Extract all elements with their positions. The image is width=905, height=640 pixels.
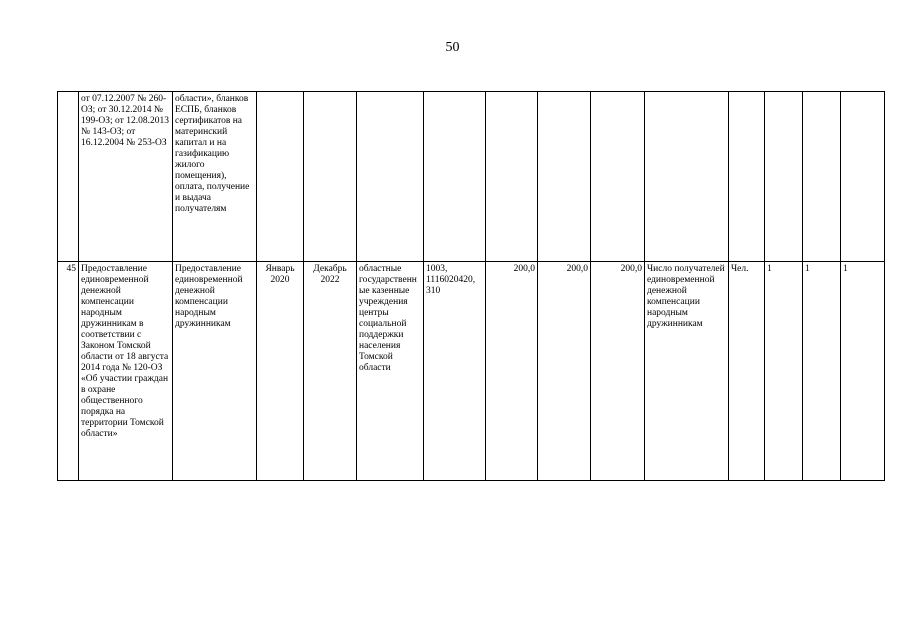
indicator-2020-cell: [765, 92, 803, 262]
funding-2020-cell: [486, 92, 538, 262]
unit-cell: [729, 92, 765, 262]
executor-cell: [357, 92, 424, 262]
page-number: 50: [445, 40, 460, 55]
funding-2021-cell: 200,0: [538, 262, 591, 481]
indicator-2020-cell: 1: [765, 262, 803, 481]
kbk-cell: 1003, 1116020420, 310: [424, 262, 486, 481]
unit-cell: Чел.: [729, 262, 765, 481]
end-date-cell: [304, 92, 357, 262]
event-name-cell: от 07.12.2007 № 260-ОЗ; от 30.12.2014 № 199-ОЗ; от 12.08.2013 № 143-ОЗ; от 16.12.2004 № 253-ОЗ: [79, 92, 173, 262]
event-content-cell: Предоставление единовременной денежной компенсации народным дружинникам: [173, 262, 257, 481]
funding-2021-cell: [538, 92, 591, 262]
indicator-2021-cell: [803, 92, 841, 262]
program-table: [57, 91, 885, 481]
row-number-cell: 45: [58, 262, 79, 481]
indicator-2022-cell: [841, 92, 885, 262]
table-row: [58, 262, 885, 481]
event-name-cell: Предоставление единовременной денежной компенсации народным дружинникам в соответствии с Законом Томской области от 18 августа 2014 года № 120-ОЗ «Об участии граждан в охране общественного порядка на территории Томской области»: [79, 262, 173, 481]
funding-2020-cell: 200,0: [486, 262, 538, 481]
end-date-cell: Декабрь 2022: [304, 262, 357, 481]
table-row: [58, 92, 885, 262]
row-number-cell: [58, 92, 79, 262]
kbk-cell: [424, 92, 486, 262]
indicator-cell: Число получателей единовременной денежной компенсации народным дружинникам: [645, 262, 729, 481]
start-date-cell: [257, 92, 304, 262]
event-content-cell: области», бланков ЕСПБ, бланков сертификатов на материнский капитал и на газификацию жилого помещения), оплата, получение и выдача получателям: [173, 92, 257, 262]
indicator-2022-cell: 1: [841, 262, 885, 481]
funding-2022-cell: [591, 92, 645, 262]
start-date-cell: Январь 2020: [257, 262, 304, 481]
funding-2022-cell: 200,0: [591, 262, 645, 481]
indicator-cell: [645, 92, 729, 262]
executor-cell: областные государственные казенные учреждения центры социальной поддержки населения Томской области: [357, 262, 424, 481]
indicator-2021-cell: 1: [803, 262, 841, 481]
